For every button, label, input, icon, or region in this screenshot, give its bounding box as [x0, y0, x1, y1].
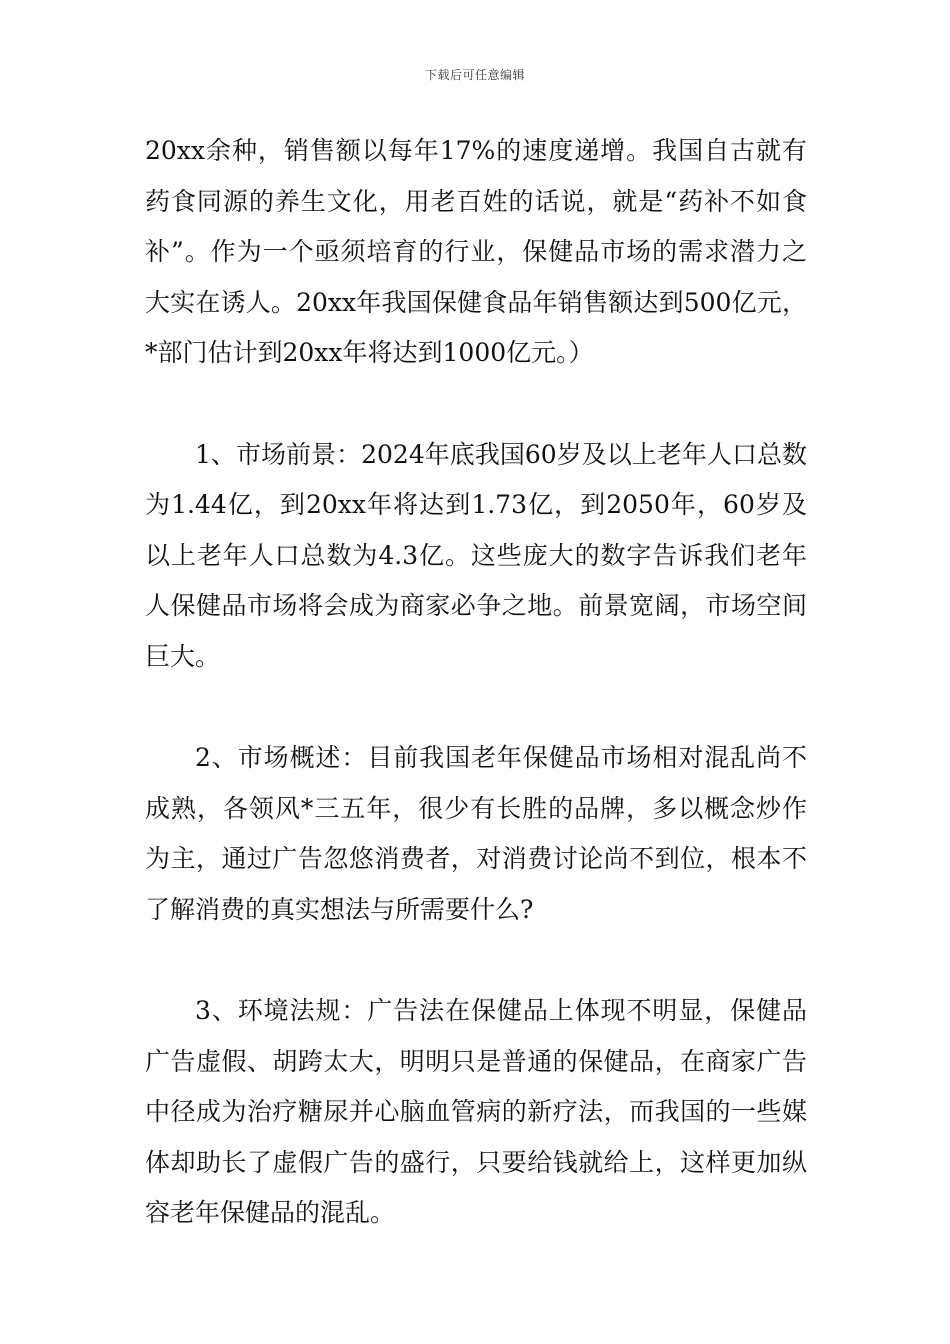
paragraph-spacer — [145, 936, 807, 987]
paragraph-spacer — [145, 379, 807, 430]
paragraph-regulations: 3、环境法规：广告法在保健品上体现不明显，保健品广告虚假、胡跨太大，明明只是普通的保健品，在商家广告中径成为治疗糖尿并心脑血管病的新疗法，而我国的一些媒体却助长了虚假广告的盛行，只要给钱就给上，这样更加纵容老年保健品的混乱。 — [145, 996, 807, 1228]
paragraph-market-overview: 2、市场概述：目前我国老年保健品市场相对混乱尚不成熟，各领风*三五年，很少有长胜的品牌，多以概念炒作为主，通过广告忽悠消费者，对消费讨论尚不到位，根本不了解消费的真实想法与所需要什么? — [145, 743, 807, 924]
paragraph-market-outlook: 1、市场前景：2024年底我国60岁及以上老年人口总数为1.44亿，到20xx年将达到1.73亿，到2050年，60岁及以上老年人口总数为4.3亿。这些庞大的数字告诉我们老年人保健品市场将会成为商家必争之地。前景宽阔，市场空间巨大。 — [145, 439, 807, 671]
page-header-note: 下载后可任意编辑 — [424, 68, 525, 82]
paragraph-spacer — [145, 683, 807, 734]
paragraph-intro: 20xx余种，销售额以每年17%的速度递增。我国自古就有药食同源的养生文化，用老百姓的话说，就是“药补不如食补”。作为一个亟须培育的行业，保健品市场的需求潜力之大实在诱人。20xx年我国保健食品年销售额达到500亿元，*部门估计到20xx年将达到1000亿元。） — [145, 136, 807, 368]
document-body — [145, 126, 807, 1239]
